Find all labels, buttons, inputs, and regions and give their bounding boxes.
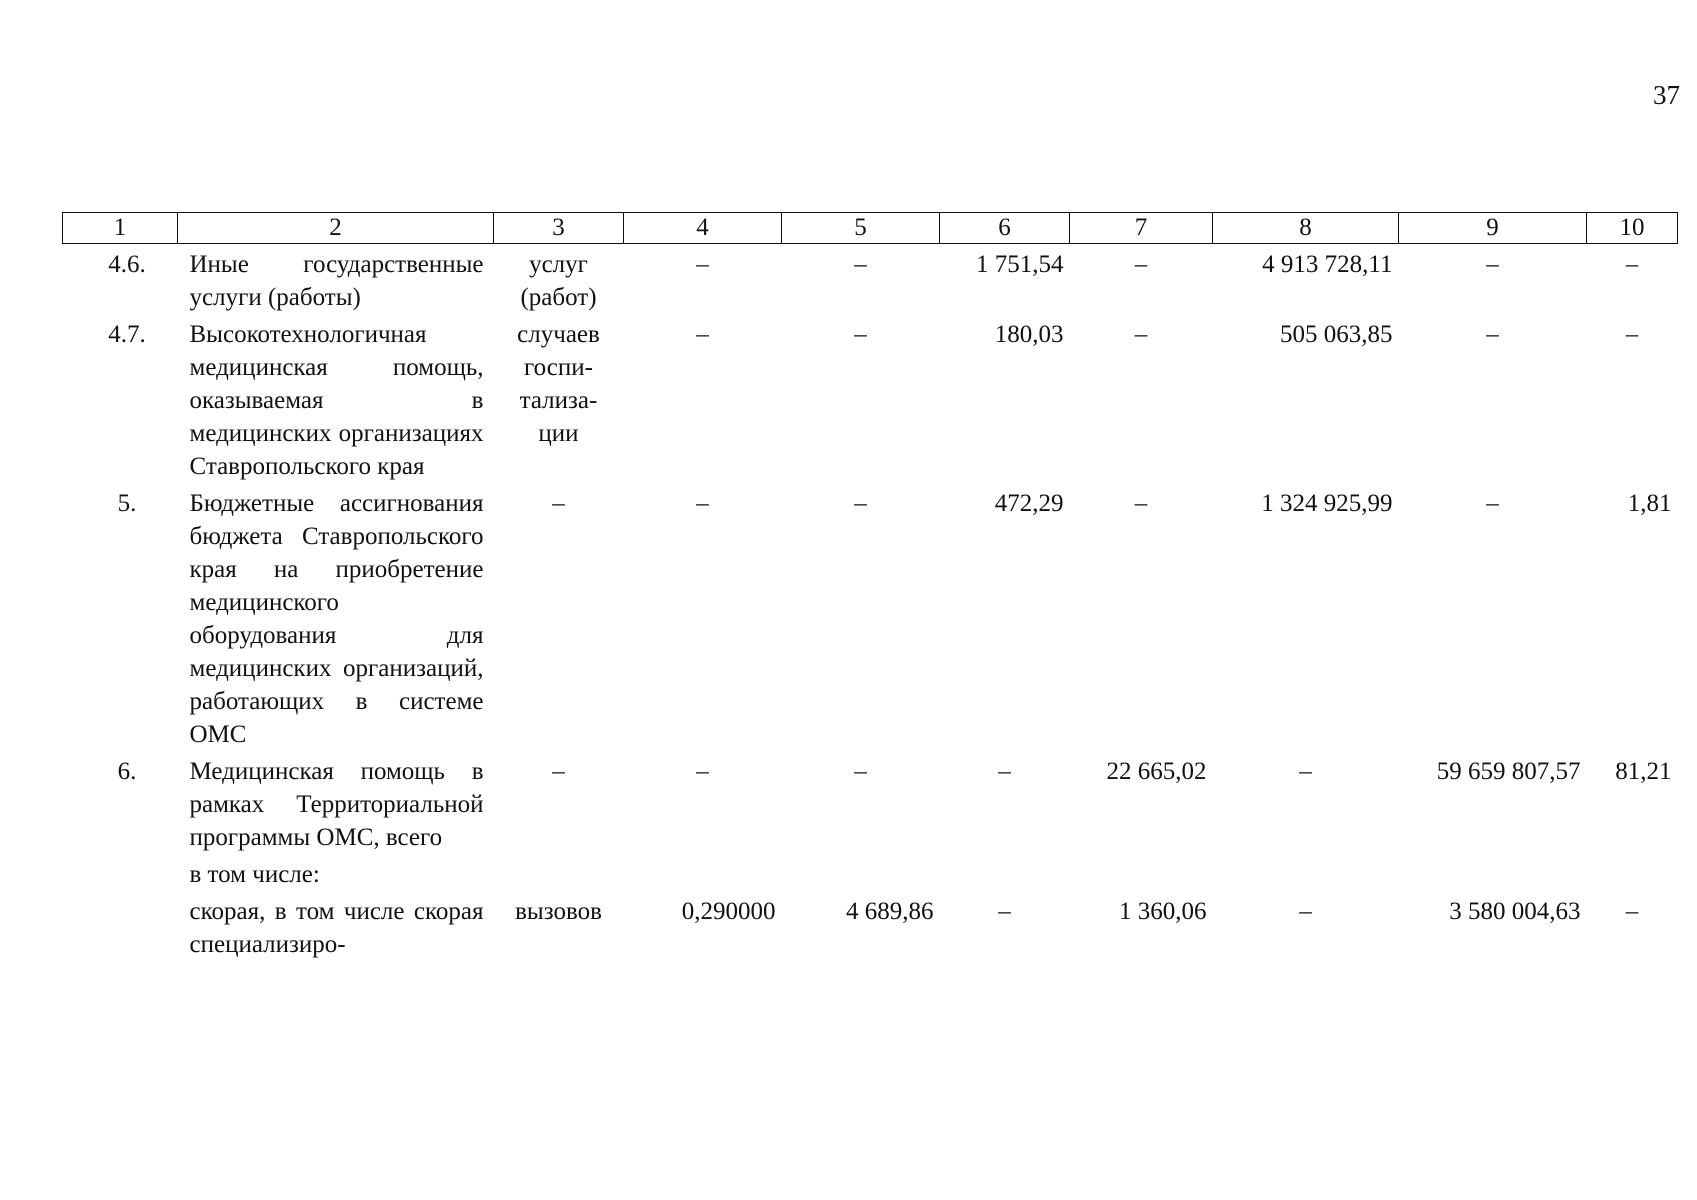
cell-col6: 472,29 [994, 490, 1064, 517]
cell-col5: – [854, 490, 867, 517]
data-table [62, 212, 1678, 961]
header-cell: 3 [494, 213, 624, 244]
header-cell: 9 [1399, 213, 1587, 244]
cell-col7: 1 360,06 [1119, 898, 1207, 925]
cell-col7: – [1134, 490, 1148, 517]
row-name: Медицинская помощь в рамках Территориальной программы ОМС, всего [189, 758, 484, 851]
row-unit: – [552, 490, 565, 517]
header-cell: 6 [940, 213, 1070, 244]
table-row [63, 244, 1678, 315]
cell-col6: 1 751,54 [976, 251, 1064, 278]
page-number: 37 [1653, 80, 1680, 110]
header-cell: 4 [624, 213, 782, 244]
cell-col9: 3 580 004,63 [1449, 898, 1581, 925]
cell-col9: – [1486, 490, 1499, 517]
cell-col5: 4 689,86 [846, 898, 934, 925]
row-number: 6. [117, 758, 137, 785]
row-unit: – [552, 758, 565, 785]
cell-col4: – [696, 321, 709, 348]
cell-col4 [624, 854, 782, 891]
cell-col7: 22 665,02 [1106, 758, 1207, 785]
cell-col5: – [854, 321, 867, 348]
header-cell: 1 [63, 213, 178, 244]
cell-col4: 0,290000 [681, 898, 776, 925]
row-number [63, 891, 178, 961]
cell-col10: 1,81 [1627, 490, 1672, 517]
row-number [63, 854, 178, 891]
cell-col7: – [1134, 251, 1148, 278]
header-cell: 2 [178, 213, 494, 244]
row-unit: вызовов [515, 898, 602, 925]
cell-col5: – [854, 758, 867, 785]
row-number: 4.6. [108, 251, 146, 278]
table-row [63, 483, 1678, 751]
cell-col8: 4 913 728,11 [1262, 251, 1393, 278]
row-name: в том числе: [189, 861, 320, 888]
cell-col7 [1070, 854, 1213, 891]
header-cell: 7 [1070, 213, 1213, 244]
cell-col10 [1587, 854, 1678, 891]
cell-col5 [782, 854, 940, 891]
row-number: 5. [117, 490, 137, 517]
table-row [63, 891, 1678, 961]
row-unit: случаев госпи- тализа- ции [517, 321, 600, 447]
header-cell: 8 [1213, 213, 1399, 244]
row-name: Бюджетные ассигнования бюджета Ставропольского края на приобретение медицинского оборудования для медицинских организаций, работающих в системе ОМС [189, 490, 484, 748]
table-row [63, 854, 1678, 891]
row-name: Иные государственные услуги (работы) [189, 251, 484, 311]
cell-col8: – [1299, 758, 1312, 785]
cell-col7: – [1134, 321, 1148, 348]
cell-col9: – [1486, 321, 1499, 348]
cell-col6: 180,03 [994, 321, 1064, 348]
row-number: 4.7. [108, 321, 146, 348]
header-cell: 5 [782, 213, 940, 244]
cell-col10: – [1625, 898, 1639, 925]
cell-col5: – [854, 251, 867, 278]
cell-col4: – [696, 758, 709, 785]
cell-col10: – [1625, 251, 1639, 278]
cell-col8 [1213, 854, 1399, 891]
cell-col9 [1399, 854, 1587, 891]
table-row [63, 314, 1678, 483]
cell-col6: – [998, 898, 1011, 925]
cell-col9: – [1486, 251, 1499, 278]
row-name: Высокотехнологичная медицинская помощь, оказываемая в медицинских организациях Ставропольского края [189, 321, 484, 480]
column-number-header [63, 213, 1678, 244]
cell-col8: – [1299, 898, 1312, 925]
table-row [63, 751, 1678, 854]
cell-col8: 1 324 925,99 [1261, 490, 1393, 517]
header-cell: 10 [1587, 213, 1678, 244]
cell-col6: – [998, 758, 1011, 785]
row-unit: услуг (работ) [520, 251, 597, 311]
cell-col9: 59 659 807,57 [1436, 758, 1581, 785]
cell-col6 [940, 854, 1070, 891]
cell-col4: – [696, 251, 709, 278]
cell-col10: – [1625, 321, 1639, 348]
cell-col10: 81,21 [1615, 758, 1672, 785]
row-name: скорая, в том числе скорая специализиро- [189, 898, 484, 958]
row-unit [494, 854, 624, 891]
cell-col8: 505 063,85 [1280, 321, 1393, 348]
cell-col4: – [696, 490, 709, 517]
